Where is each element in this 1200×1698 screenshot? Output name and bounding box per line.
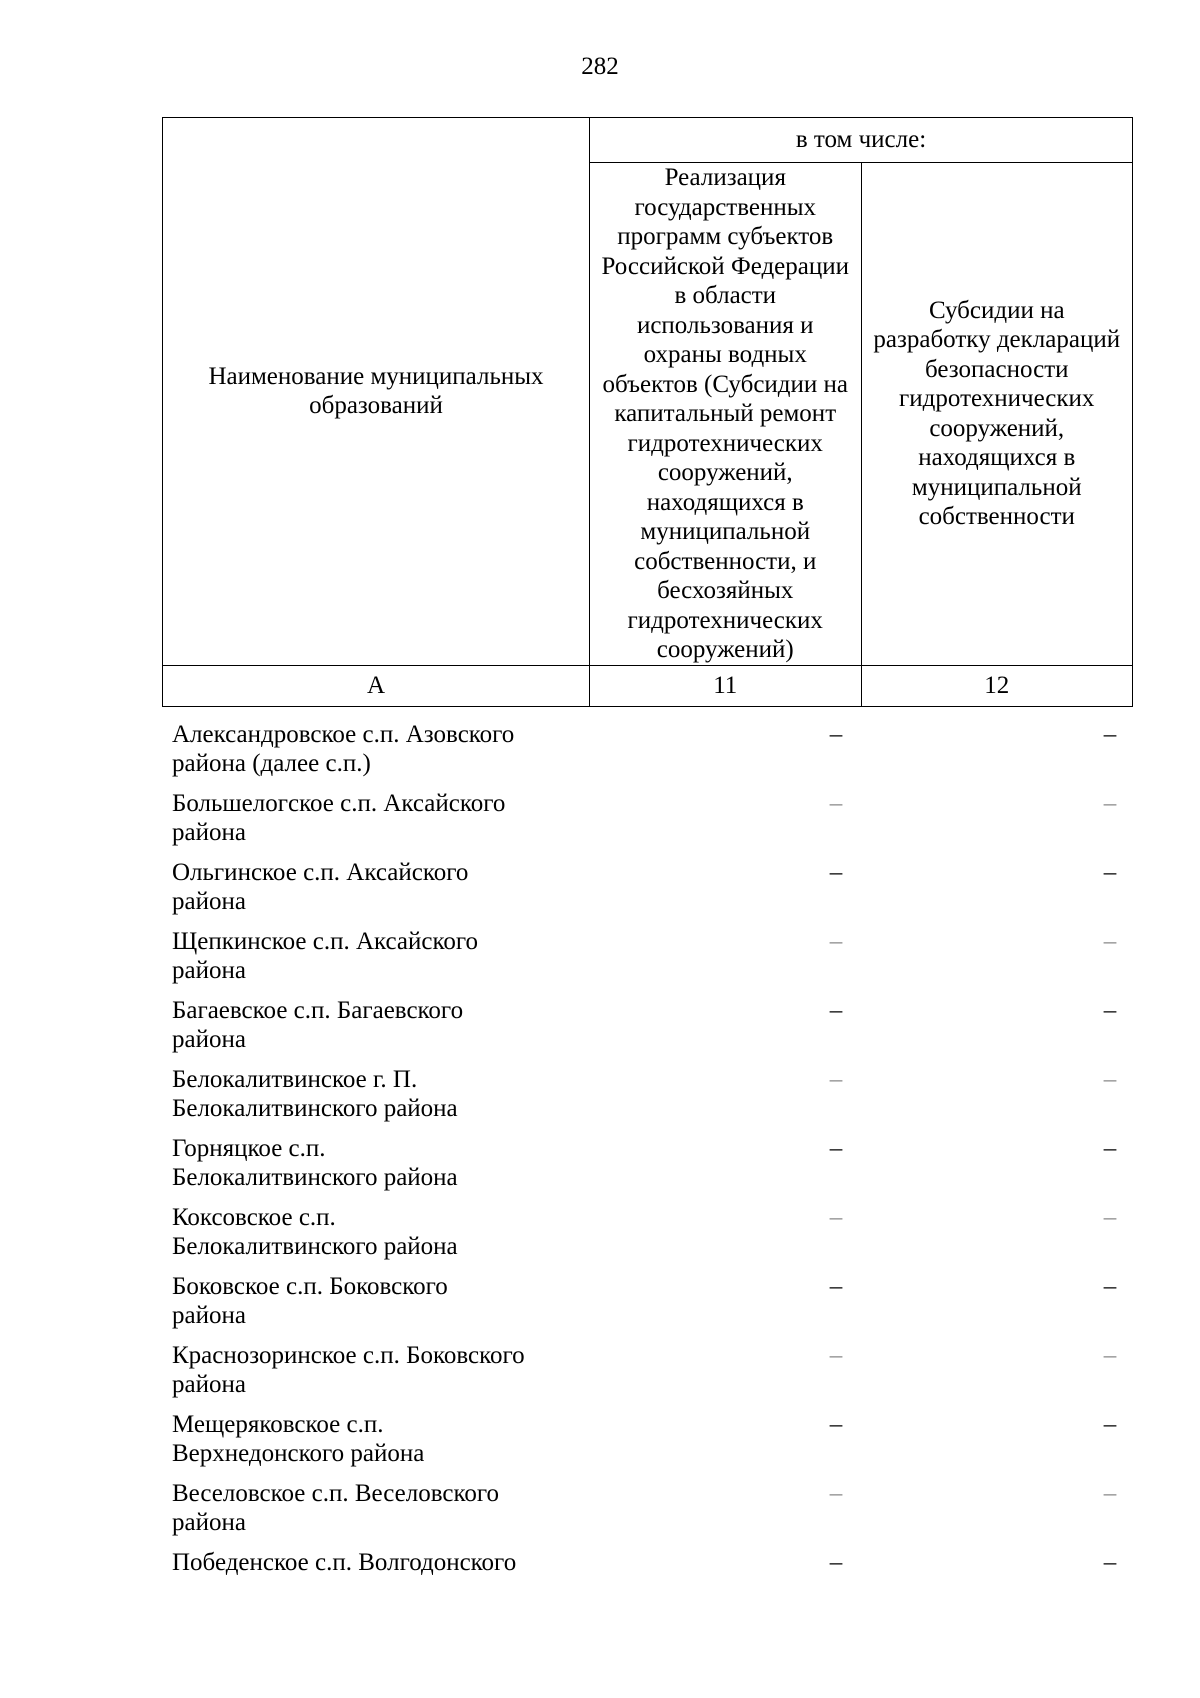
municipality-name-line1: Боковское с.п. Боковского bbox=[172, 1273, 448, 1300]
municipality-name-line2: района bbox=[172, 957, 246, 984]
value-col-12: – bbox=[1103, 790, 1117, 817]
municipality-name bbox=[172, 789, 592, 847]
municipality-name bbox=[172, 1272, 592, 1330]
group-header: в том числе: bbox=[590, 118, 1133, 163]
value-col-12: – bbox=[1103, 1342, 1117, 1369]
municipality-name bbox=[172, 1203, 592, 1261]
municipality-name-line1: Горняцкое с.п. bbox=[172, 1135, 326, 1162]
municipality-name-line2: района bbox=[172, 819, 246, 846]
municipality-name bbox=[172, 1548, 592, 1577]
table-row bbox=[162, 996, 1133, 1065]
municipality-name-line1: Ольгинское с.п. Аксайского bbox=[172, 859, 469, 886]
value-col-12: – bbox=[1103, 721, 1117, 748]
municipality-name bbox=[172, 1341, 592, 1399]
column-11-header: Реализация государственных программ субъектов Российской Федерации в области использования и охраны водных объектов (Субсидии на капитальный ремонт гидротехнических сооружений, находящихся в муниципальной собственности, и бесхозяйных гидротехнических сооружений) bbox=[590, 163, 862, 666]
municipality-name bbox=[172, 1410, 592, 1468]
value-col-11: – bbox=[829, 1135, 843, 1162]
municipality-name-line1: Белокалитвинское г. П. bbox=[172, 1066, 418, 1093]
municipality-name-line1: Мещеряковское с.п. bbox=[172, 1411, 384, 1438]
value-col-12: – bbox=[1103, 1411, 1117, 1438]
table-body bbox=[162, 720, 1133, 1617]
table-row bbox=[162, 1548, 1133, 1617]
table-row bbox=[162, 1065, 1133, 1134]
municipality-name-line2: района (далее с.п.) bbox=[172, 750, 371, 777]
value-col-11: – bbox=[829, 1480, 843, 1507]
value-col-11: – bbox=[829, 859, 843, 886]
municipality-name-line1: Веселовское с.п. Веселовского bbox=[172, 1480, 500, 1507]
municipality-name-line1: Большелогское с.п. Аксайского bbox=[172, 790, 506, 817]
value-col-11: – bbox=[829, 1273, 843, 1300]
municipality-name-line2: Белокалитвинского района bbox=[172, 1164, 458, 1191]
column-code-name: А bbox=[163, 665, 590, 706]
value-col-11: – bbox=[829, 1411, 843, 1438]
table-row bbox=[162, 858, 1133, 927]
value-col-12: – bbox=[1103, 928, 1117, 955]
value-col-11: – bbox=[829, 1066, 843, 1093]
value-col-12: – bbox=[1103, 859, 1117, 886]
value-col-11: – bbox=[829, 1549, 843, 1576]
municipality-name-line2: района bbox=[172, 888, 246, 915]
municipality-name bbox=[172, 858, 592, 916]
table-header bbox=[162, 117, 1133, 707]
municipality-name bbox=[172, 1134, 592, 1192]
value-col-12: – bbox=[1103, 1549, 1117, 1576]
table-row bbox=[162, 1479, 1133, 1548]
municipality-name-line1: Коксовское с.п. bbox=[172, 1204, 336, 1231]
municipality-name-line2: района bbox=[172, 1302, 246, 1329]
municipality-name-line2: района bbox=[172, 1026, 246, 1053]
value-col-12: – bbox=[1103, 1204, 1117, 1231]
value-col-11: – bbox=[829, 997, 843, 1024]
municipality-name bbox=[172, 927, 592, 985]
table-row bbox=[162, 1341, 1133, 1410]
value-col-12: – bbox=[1103, 997, 1117, 1024]
table-row bbox=[162, 1272, 1133, 1341]
municipality-name-line2: района bbox=[172, 1509, 246, 1536]
table-row bbox=[162, 720, 1133, 789]
municipality-name bbox=[172, 720, 592, 778]
municipality-name-line1: Щепкинское с.п. Аксайского bbox=[172, 928, 479, 955]
municipality-name-line2: Белокалитвинского района bbox=[172, 1095, 458, 1122]
value-col-11: – bbox=[829, 928, 843, 955]
value-col-12: – bbox=[1103, 1135, 1117, 1162]
table-row bbox=[162, 789, 1133, 858]
column-code-11: 11 bbox=[590, 665, 862, 706]
column-code-12: 12 bbox=[861, 665, 1133, 706]
value-col-11: – bbox=[829, 1204, 843, 1231]
municipality-name-line2: района bbox=[172, 1371, 246, 1398]
value-col-12: – bbox=[1103, 1480, 1117, 1507]
value-col-11: – bbox=[829, 790, 843, 817]
value-col-11: – bbox=[829, 1342, 843, 1369]
municipality-name bbox=[172, 1479, 592, 1537]
page-number: 282 bbox=[581, 53, 619, 80]
column-12-header: Субсидии на разработку деклараций безопасности гидротехнических сооружений, находящихся в муниципальной собственности bbox=[861, 163, 1133, 666]
value-col-11: – bbox=[829, 721, 843, 748]
table-row bbox=[162, 1410, 1133, 1479]
table-row bbox=[162, 927, 1133, 996]
value-col-12: – bbox=[1103, 1066, 1117, 1093]
municipality-name bbox=[172, 996, 592, 1054]
municipality-name-line2: Белокалитвинского района bbox=[172, 1233, 458, 1260]
municipality-name-line1: Багаевское с.п. Багаевского bbox=[172, 997, 464, 1024]
name-column-header: Наименование муниципальных образований bbox=[163, 118, 590, 666]
municipality-name-line1: Победенское с.п. Волгодонского bbox=[172, 1549, 517, 1576]
municipality-name-line1: Краснозоринское с.п. Боковского bbox=[172, 1342, 525, 1369]
table-row bbox=[162, 1134, 1133, 1203]
municipality-name-line2: Верхнедонского района bbox=[172, 1440, 425, 1467]
table-row bbox=[162, 1203, 1133, 1272]
municipality-name-line1: Александровское с.п. Азовского bbox=[172, 721, 515, 748]
value-col-12: – bbox=[1103, 1273, 1117, 1300]
municipality-name bbox=[172, 1065, 592, 1123]
